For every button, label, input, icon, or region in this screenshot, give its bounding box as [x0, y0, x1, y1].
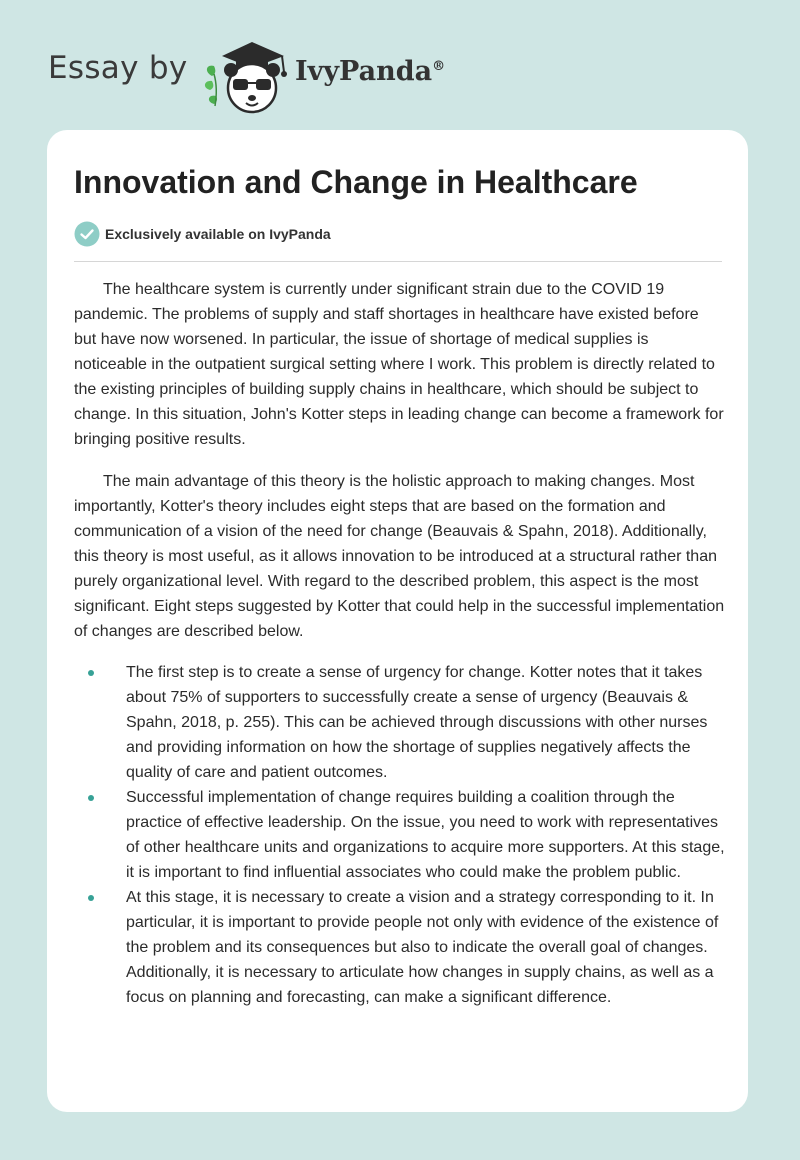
- brand-name[interactable]: IvyPanda®: [295, 56, 446, 87]
- paragraph-text: The healthcare system is currently under significant strain due to the COVID 19 pandemic. The problems of supply and staff shortages in healthcare have existed before but have now worsened. In particular, the issue of shortage of medical supplies is noticeable in the outpatient surgical setting where I work. This problem is directly related to the existing principles of building supply chains in healthcare, which should be subject to change. In this situation, John's Kotter steps in leading change can become a framework for bringing positive results.: [74, 281, 724, 448]
- essay-title: Innovation and Change in Healthcare: [74, 164, 638, 200]
- list-item-text: The first step is to create a sense of urgency for change. Kotter notes that it takes about 75% of supporters to successfully create a sense of urgency (Beauvais & Spahn, 2018, p. 255). This can be achieved through discussions with other nurses and providing information on how the shortage of supplies negatively affects the quality of care and patient outcomes.: [126, 664, 708, 781]
- paragraph-2: [74, 469, 725, 644]
- bullet-icon: [88, 895, 94, 901]
- list-item: [74, 660, 725, 785]
- steps-list: [74, 660, 725, 1010]
- paragraph-text: The main advantage of this theory is the holistic approach to making changes. Most importantly, Kotter's theory includes eight steps that are based on the formation and communication of a vision of the need for change (Beauvais & Spahn, 2018). Additionally, this theory is most useful, as it allows innovation to be introduced at a structural rather than purely organizational level. With regard to the described problem, this aspect is the most significant. Eight steps suggested by Kotter that could help in the successful implementation of changes are described below.: [74, 473, 725, 640]
- essay-by-label: Essay by: [48, 50, 188, 86]
- paragraph-1: [74, 277, 725, 452]
- bullet-icon: [88, 795, 94, 801]
- exclusive-label: Exclusively available on IvyPanda: [105, 226, 331, 242]
- list-item: [74, 885, 725, 1010]
- check-circle-icon: [74, 221, 100, 252]
- registered-mark: ®: [432, 59, 446, 74]
- divider: [74, 261, 722, 262]
- bullet-icon: [88, 670, 94, 676]
- list-item-text: At this stage, it is necessary to create a vision and a strategy corresponding to it. In particular, it is important to provide people not only with evidence of the existence of the problem and its consequences but also to indicate the overall goal of changes. Additionally, it is necessary to articulate how changes in supply chains, as well as a focus on planning and forecasting, can make a significant difference.: [126, 889, 719, 1006]
- essay-card: [47, 130, 748, 1112]
- panda-logo-icon[interactable]: [202, 36, 294, 121]
- list-item: [74, 785, 725, 885]
- exclusive-badge: [74, 221, 474, 247]
- site-header: [48, 36, 508, 116]
- list-item-text: Successful implementation of change requires building a coalition through the practice of effective leadership. On the issue, you need to work with representatives of other healthcare units and organizations to acquire more supporters. At this stage, it is important to find influential associates who could make the problem public.: [126, 789, 725, 881]
